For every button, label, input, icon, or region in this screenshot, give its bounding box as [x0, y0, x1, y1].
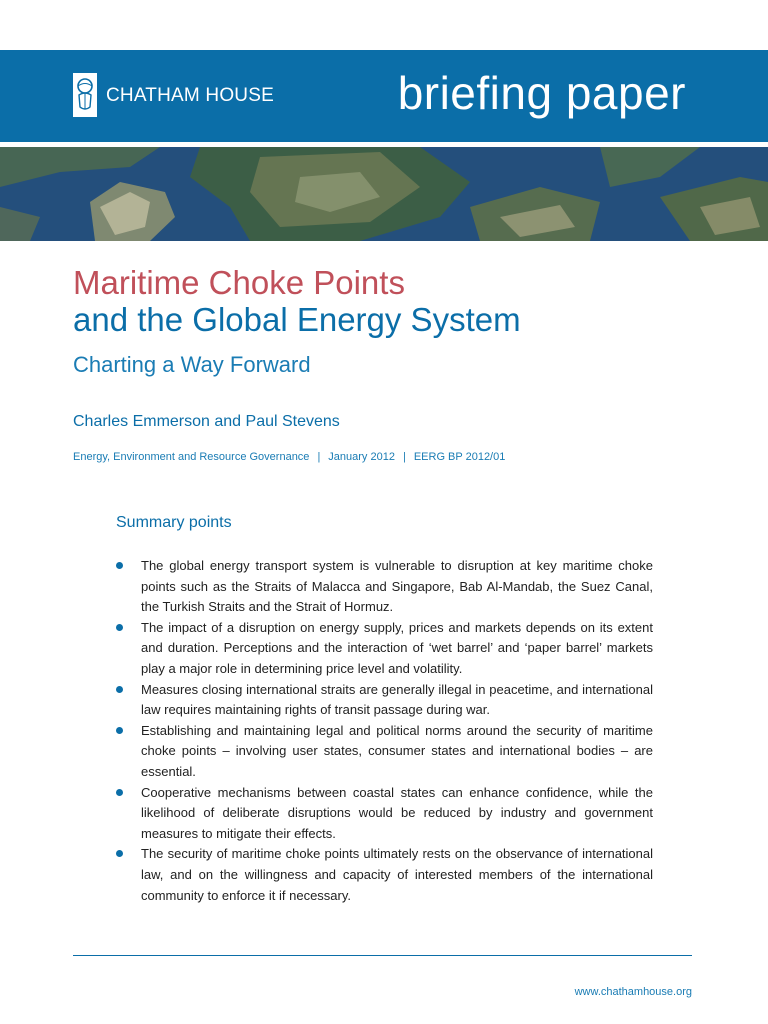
chatham-house-logo[interactable] — [73, 72, 274, 118]
summary-point-text: Cooperative mechanisms between coastal states can enhance confidence, while the likelihood of deliberate disruptions would be reduced by industry and government measures to mitigate their effects. — [141, 784, 653, 841]
website-link[interactable]: www.chathamhouse.org — [574, 986, 692, 998]
header-band — [0, 50, 768, 142]
paper-meta — [73, 451, 505, 463]
list-item — [116, 680, 653, 721]
summary-point-text: The global energy transport system is vulnerable to disruption at key maritime choke points such as the Straits of Malacca and Singapore, Bab Al-Mandab, the Suez Canal, the Turkish Straits and the Strait of Hormuz. — [141, 558, 653, 615]
satellite-map-banner — [0, 147, 768, 241]
title-line-2: and the Global Energy System — [73, 301, 521, 338]
summary-point-text: The impact of a disruption on energy supply, prices and markets depends on its extent and duration. Perceptions and the interaction of ‘wet barrel’ and ‘paper barrel’ markets play a major role in determining price level and volatility. — [141, 619, 653, 676]
bullet-icon — [116, 624, 123, 631]
list-item — [116, 844, 653, 906]
summary-point-text: The security of maritime choke points ultimately rests on the observance of international law, and on the willingness and capacity of interested members of the international community to enforce it if necessary. — [141, 846, 653, 903]
programme-name: Energy, Environment and Resource Governance — [73, 451, 310, 463]
logo-text: CHATHAM HOUSE — [106, 84, 274, 106]
list-item — [116, 783, 653, 845]
bullet-icon — [116, 850, 123, 857]
paper-subtitle: Charting a Way Forward — [73, 352, 311, 377]
summary-points-list — [116, 556, 653, 906]
paper-authors: Charles Emmerson and Paul Stevens — [73, 413, 340, 430]
summary-point-text: Measures closing international straits are generally illegal in peacetime, and international law requires maintaining rights of transit passage during war. — [141, 681, 653, 718]
list-item — [116, 556, 653, 618]
title-line-1: Maritime Choke Points — [73, 264, 405, 301]
bullet-icon — [116, 727, 123, 734]
meta-separator: | — [402, 451, 406, 463]
meta-separator: | — [317, 451, 321, 463]
briefing-paper-title: briefing paper — [397, 67, 686, 119]
bullet-icon — [116, 562, 123, 569]
publication-date: January 2012 — [328, 451, 395, 463]
bullet-icon — [116, 686, 123, 693]
list-item — [116, 721, 653, 783]
paper-title — [73, 264, 521, 338]
paper-reference: EERG BP 2012/01 — [413, 451, 506, 463]
chatham-house-crest-icon — [73, 73, 97, 117]
summary-point-text: Establishing and maintaining legal and political norms around the security of maritime choke points – involving user states, consumer states and international bodies – are essential. — [141, 722, 653, 779]
summary-heading: Summary points — [116, 514, 232, 531]
bullet-icon — [116, 789, 123, 796]
list-item — [116, 618, 653, 680]
footer-divider — [73, 955, 692, 956]
